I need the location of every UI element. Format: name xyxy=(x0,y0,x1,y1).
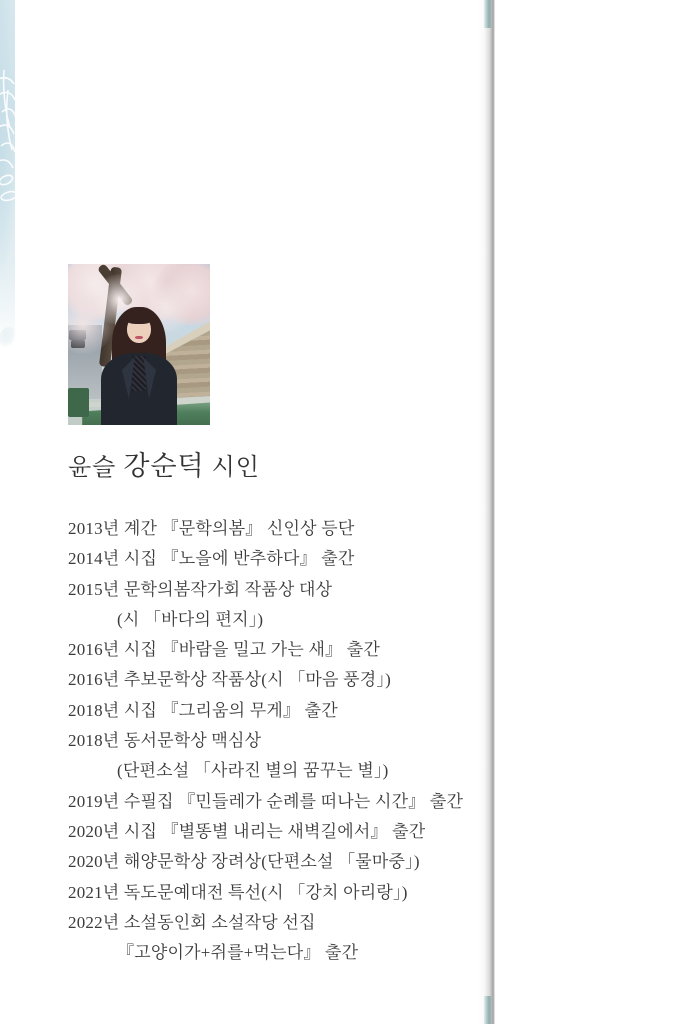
bio-line: 2018년 시집 『그리움의 무게』 출간 xyxy=(68,700,338,720)
bio-line: 2018년 동서문학상 맥심상 xyxy=(68,731,262,751)
bio-line: 2019년 수필집 『민들레가 순례를 떠나는 시간』 출간 xyxy=(68,791,464,811)
bio-line: (단편소설 「사라진 별의 꿈꾸는 별」) xyxy=(117,761,389,781)
bio-line: 2016년 시집 『바람을 밀고 가는 새』 출간 xyxy=(68,640,380,660)
bio-line: 2014년 시집 『노을에 반추하다』 출간 xyxy=(68,549,355,569)
floral-line-art xyxy=(0,0,15,345)
bio-line: 2020년 해양문학상 장려상(단편소설 「물마중」) xyxy=(68,852,420,872)
left-watercolor-strip xyxy=(0,0,15,345)
woman-lips xyxy=(135,336,142,340)
planter-box xyxy=(68,388,89,417)
author-role: 시인 xyxy=(211,455,260,481)
bio-line: 『고양이가+쥐를+먹는다』 출간 xyxy=(117,943,359,963)
bio-line: 2020년 시집 『별똥별 내리는 새벽길에서』 출간 xyxy=(68,821,426,841)
bio-list xyxy=(68,514,473,968)
bio-line: 2013년 계간 『문학의봄』 신인상 등단 xyxy=(68,519,355,538)
page-edge-shadow xyxy=(479,0,495,1024)
bio-line: (시 「바다의 편지」) xyxy=(117,609,264,629)
bio-line: 2015년 문학의봄작가회 작품상 대상 xyxy=(68,579,333,599)
bio-line: 2016년 추보문학상 작품상(시 「마음 풍경」) xyxy=(68,670,391,690)
author-title xyxy=(68,444,468,483)
bio-line: 2021년 독도문예대전 특선(시 「강치 아리랑」) xyxy=(68,882,408,902)
page-edge-teal-top xyxy=(484,0,492,28)
author-pen-name: 윤슬 xyxy=(68,455,117,481)
author-photo xyxy=(68,264,210,425)
bio-line: 2022년 소설동인회 소설작당 선집 xyxy=(68,912,316,932)
page-edge-teal-bottom xyxy=(484,996,492,1024)
author-name: 강순덕 xyxy=(123,451,205,481)
